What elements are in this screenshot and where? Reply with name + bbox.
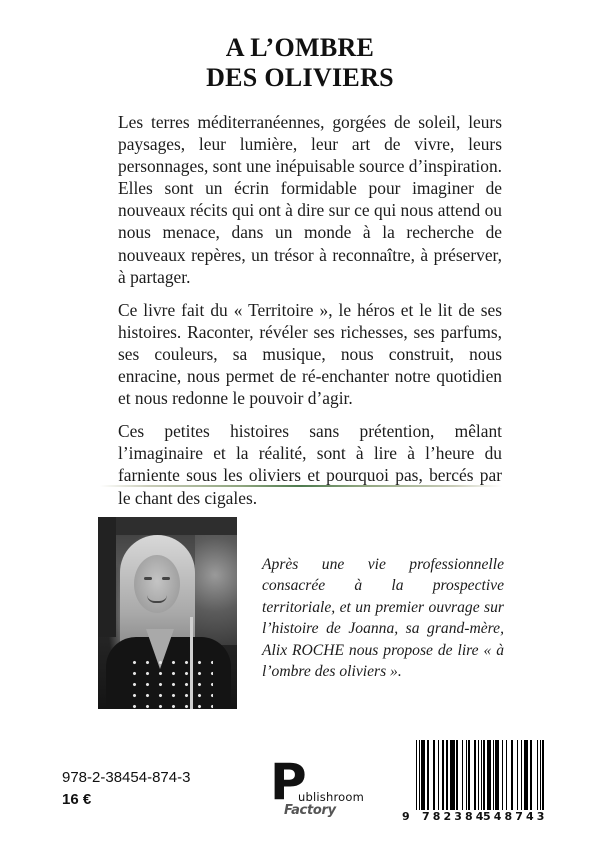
photo-eye-right (162, 577, 170, 580)
photo-polka-dots (128, 657, 213, 709)
author-photo (98, 517, 237, 709)
title-line-1: A L’OMBRE (225, 33, 375, 62)
isbn-barcode (402, 740, 548, 824)
title-line-2: DES OLIVIERS (206, 63, 394, 92)
publisher-name-line1: ublishroom (298, 790, 365, 804)
publisher-name-line2: Factory (284, 803, 336, 818)
barcode-bar (542, 740, 543, 810)
isbn: 978-2-38454-874-3 (62, 769, 191, 786)
photo-background-left (98, 517, 116, 637)
barcode-first-digit: 9 (402, 810, 410, 823)
barcode-group-1: 782384 (422, 810, 487, 823)
book-title (0, 33, 600, 93)
author-bio: Après une vie professionnelle consacrée à la prospective territoriale, et un premier ouvrage sur l’histoire de Joanna, sa grand-mère, Alix ROCHE nous propose de lire « à l’ombre des oliviers ». (262, 556, 504, 681)
synopsis-paragraph-2: Ce livre fait du « Territoire », le héros et le lit de ses histoires. Raconter, révéler ses richesses, ses parfums, ses couleurs, sa musique, nous construit, nous enracine, nous permet de ré-enchanter notre quotidien et nous redonne le pouvoir d’agir. (118, 299, 502, 409)
barcode-group-2: 548743 (483, 810, 548, 823)
photo-bag-strap (190, 617, 193, 709)
synopsis-paragraph-1: Les terres méditerranéennes, gorgées de soleil, leurs paysages, leur lumière, leur art de vivre, leurs personnages, sont une inépuisable source d’inspiration. Elles sont un écrin formidable pour imaginer de nouveaux récits qui ont à dire sur ce qui nous attend ou nous menace, dans un monde à la recherche de nouveaux repères, un trésor à reconnaître, à préserver, à partager. (118, 112, 502, 287)
synopsis-paragraph-3: Ces petites histoires sans prétention, mêlant l’imaginaire et la réalité, sont à lire à l’heure du farniente sous les oliviers et pourquoi pas, bercés par le chant des cigales. (118, 421, 502, 508)
photo-eye-left (144, 577, 152, 580)
publisher-logo-p-icon: P (270, 753, 307, 811)
photo-background (98, 517, 237, 535)
price: 16 € (62, 791, 92, 808)
photo-foliage (195, 535, 237, 645)
synopsis (118, 111, 502, 520)
photo-face (134, 555, 180, 613)
publisher-logo (270, 753, 380, 825)
section-divider (100, 485, 502, 487)
barcode-bars-icon (416, 740, 544, 810)
